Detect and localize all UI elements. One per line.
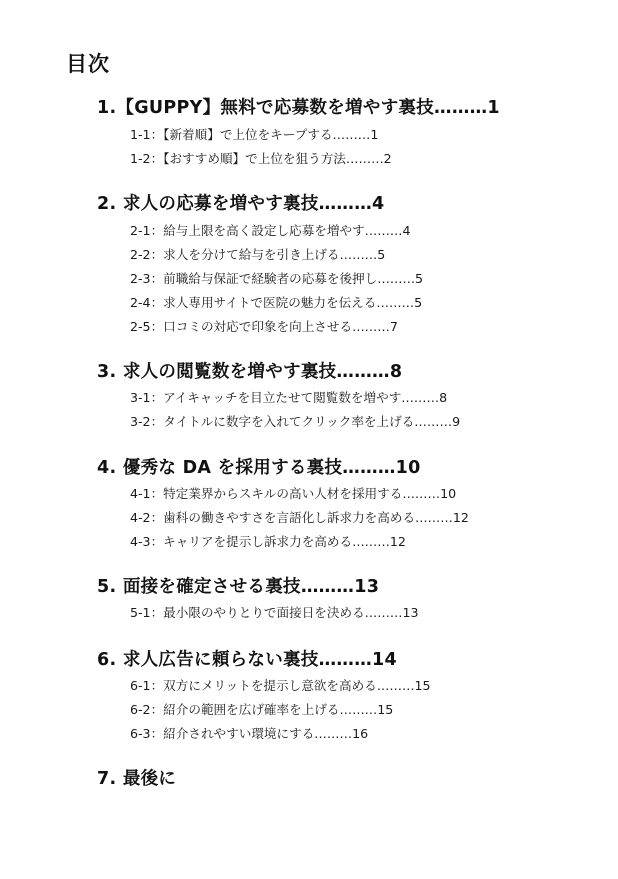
- toc-heading-5[interactable]: 5. 面接を確定させる裏技………13: [97, 577, 380, 597]
- toc-entry-5-1[interactable]: 5-1：最小限のやりとりで面接日を決める………13: [130, 605, 419, 620]
- toc-heading-3[interactable]: 3. 求人の閲覧数を増やす裏技………8: [97, 362, 403, 382]
- toc-entry-6-2[interactable]: 6-2：紹介の範囲を広げ確率を上げる………15: [130, 702, 394, 717]
- toc-heading-4[interactable]: 4. 優秀な DA を採用する裏技………10: [97, 458, 421, 478]
- toc-heading-6[interactable]: 6. 求人広告に頼らない裏技………14: [97, 650, 397, 670]
- toc-heading-1[interactable]: 1.【GUPPY】無料で応募数を増やす裏技………1: [97, 98, 500, 118]
- toc-entry-2-2[interactable]: 2-2：求人を分けて給与を引き上げる………5: [130, 247, 386, 262]
- toc-entry-4-3[interactable]: 4-3：キャリアを提示し訴求力を高める………12: [130, 534, 406, 549]
- toc-entry-2-5[interactable]: 2-5：口コミの対応で印象を向上させる………7: [130, 319, 398, 334]
- toc-entry-3-1[interactable]: 3-1：アイキャッチを目立たせて閲覧数を増やす………8: [130, 390, 448, 405]
- toc-entry-6-1[interactable]: 6-1：双方にメリットを提示し意欲を高める………15: [130, 678, 431, 693]
- toc-heading-7[interactable]: 7. 最後に: [97, 769, 177, 789]
- toc-entry-1-2[interactable]: 1-2：【おすすめ順】で上位を狙う方法………2: [130, 151, 392, 166]
- toc-entry-6-3[interactable]: 6-3：紹介されやすい環境にする………16: [130, 726, 369, 741]
- toc-entry-4-2[interactable]: 4-2：歯科の働きやすさを言語化し訴求力を高める………12: [130, 510, 469, 525]
- toc-entry-2-4[interactable]: 2-4：求人専用サイトで医院の魅力を伝える………5: [130, 295, 423, 310]
- toc-entry-3-2[interactable]: 3-2：タイトルに数字を入れてクリック率を上げる………9: [130, 414, 461, 429]
- toc-heading-2[interactable]: 2. 求人の応募を増やす裏技………4: [97, 194, 385, 214]
- toc-entry-2-1[interactable]: 2-1：給与上限を高く設定し応募を増やす………4: [130, 223, 411, 238]
- toc-entry-1-1[interactable]: 1-1：【新着順】で上位をキープする………1: [130, 127, 379, 142]
- toc-entry-4-1[interactable]: 4-1：特定業界からスキルの高い人材を採用する………10: [130, 486, 457, 501]
- toc-entry-2-3[interactable]: 2-3：前職給与保証で経験者の応募を後押し………5: [130, 271, 424, 286]
- page-title: 目次: [66, 52, 110, 76]
